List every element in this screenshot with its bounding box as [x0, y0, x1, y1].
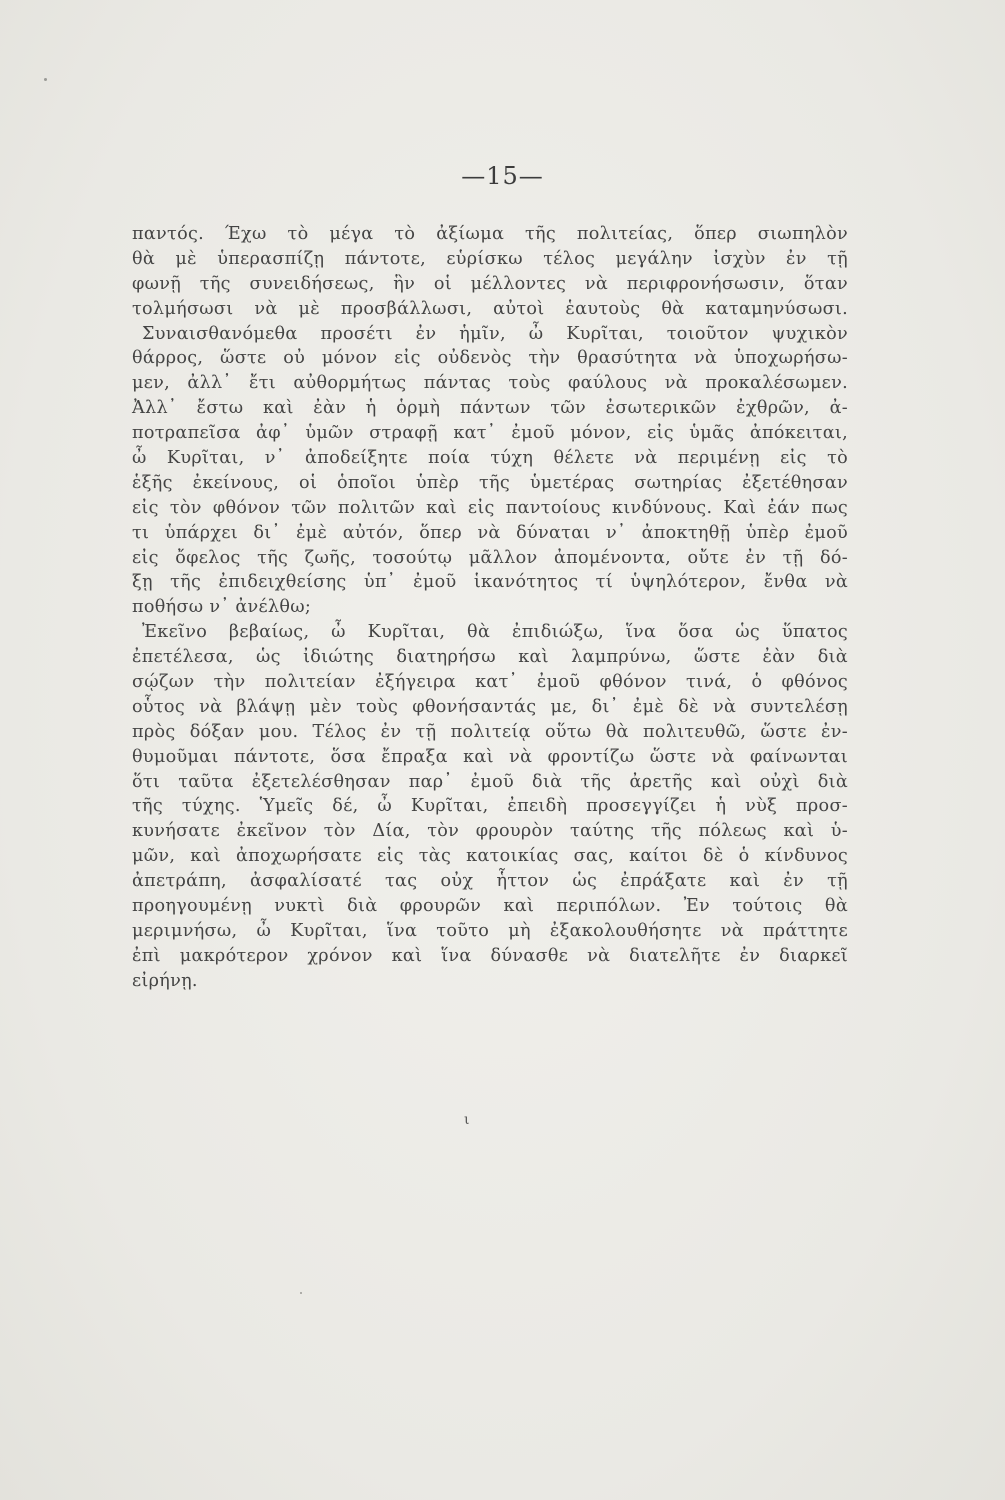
text-line: θυμοῦμαι πάντοτε, ὅσα ἔπραξα καὶ νὰ φροντίζω ὥστε νὰ φαίνωνται	[132, 746, 848, 767]
stray-mark: ι	[464, 1112, 470, 1128]
text-line: ὅτι ταῦτα ἐξετελέσθησαν παρ᾽ ἐμοῦ διὰ τῆς ἀρετῆς καὶ οὐχὶ διὰ	[132, 771, 848, 792]
text-line: ξῃ τῆς ἐπιδειχθείσης ὑπ᾽ ἐμοῦ ἱκανότητος τί ὑψηλότερον, ἔνθα νὰ	[132, 572, 848, 593]
text-line: μεν, ἀλλ᾽ ἔτι αὐθορμήτως πάντας τοὺς φαύλους νὰ προκαλέσωμεν.	[132, 373, 848, 394]
text-line: τῆς τύχης. Ὑμεῖς δέ, ὦ Κυρῖται, ἐπειδὴ προσεγγίζει ἡ νὺξ προσ-	[132, 796, 848, 817]
text-line: σῴζων τὴν πολιτείαν ἐξήγειρα κατ᾽ ἐμοῦ φθόνον τινά, ὁ φθόνος	[132, 672, 848, 693]
text-line: ὦ Κυρῖται, ν᾽ ἀποδείξητε ποία τύχη θέλετε νὰ περιμένῃ εἰς τὸ	[132, 448, 848, 469]
paper-speck	[44, 78, 47, 81]
text-line: ἑξῆς ἐκείνους, οἱ ὁποῖοι ὑπὲρ τῆς ὑμετέρας σωτηρίας ἐξετέθησαν	[132, 472, 848, 493]
paper-speck	[300, 1292, 302, 1294]
text-line: θὰ μὲ ὑπερασπίζῃ πάντοτε, εὑρίσκω τέλος μεγάλην ἰσχὺν ἐν τῇ	[132, 248, 848, 269]
text-line: παντός. Έχω τὸ μέγα τὸ ἀξίωμα τῆς πολιτείας, ὅπερ σιωπηλὸν	[132, 224, 848, 244]
text-line: προηγουμένῃ νυκτὶ διὰ φρουρῶν καὶ περιπόλων. Ἐν τούτοις θὰ	[132, 896, 848, 917]
text-line: εἰρήνῃ.	[132, 970, 198, 991]
page-number: —15—	[461, 162, 544, 190]
text-line: μῶν, καὶ ἀποχωρήσατε εἰς τὰς κατοικίας σας, καίτοι δὲ ὁ κίνδυνος	[132, 846, 848, 867]
text-line: Συναισθανόμεθα προσέτι ἐν ἡμῖν, ὦ Κυρῖται, τοιοῦτον ψυχικὸν	[142, 323, 848, 344]
text-line: οὗτος νὰ βλάψῃ μὲν τοὺς φθονήσαντάς με, δι᾽ ἐμὲ δὲ νὰ συντελέσῃ	[132, 696, 848, 717]
text-line: ἀπετράπη, ἀσφαλίσατέ τας οὐχ ἧττον ὡς ἐπράξατε καὶ ἐν τῇ	[132, 871, 848, 892]
text-line: ἐπὶ μακρότερον χρόνον καὶ ἵνα δύνασθε νὰ διατελῆτε ἐν διαρκεῖ	[132, 945, 848, 966]
text-line: ἐπετέλεσα, ὡς ἰδιώτης διατηρήσω καὶ λαμπρύνω, ὥστε ἐὰν διὰ	[132, 647, 848, 668]
text-line: φωνῇ τῆς συνειδήσεως, ἣν οἱ μέλλοντες νὰ περιφρονήσωσιν, ὅταν	[132, 273, 848, 294]
text-line: τι ὑπάρχει δι᾽ ἐμὲ αὐτόν, ὅπερ νὰ δύναται ν᾽ ἀποκτηθῇ ὑπὲρ ἐμοῦ	[132, 522, 848, 543]
text-line: μεριμνήσω, ὦ Κυρῖται, ἵνα τοῦτο μὴ ἐξακολουθήσητε νὰ πράττητε	[132, 920, 848, 941]
text-line: ποτραπεῖσα ἀφ᾽ ὑμῶν στραφῇ κατ᾽ ἐμοῦ μόνον, εἰς ὑμᾶς ἀπόκειται,	[132, 423, 848, 444]
text-line: εἰς τὸν φθόνον τῶν πολιτῶν καὶ εἰς παντοίους κινδύνους. Καὶ ἐάν πως	[132, 497, 848, 518]
text-line: κυνήσατε ἐκεῖνον τὸν Δία, τὸν φρουρὸν ταύτης τῆς πόλεως καὶ ὑ-	[132, 821, 848, 842]
text-line: Ἀλλ᾽ ἔστω καὶ ἐὰν ἡ ὁρμὴ πάντων τῶν ἐσωτερικῶν ἐχθρῶν, ἀ-	[132, 398, 848, 419]
body-text	[132, 222, 848, 994]
text-line: εἰς ὄφελος τῆς ζωῆς, τοσούτῳ μᾶλλον ἀπομένοντα, οὔτε ἐν τῇ δό-	[132, 547, 848, 568]
text-line: πρὸς δόξαν μου. Τέλος ἐν τῇ πολιτείᾳ οὕτω θὰ πολιτευθῶ, ὥστε ἐν-	[132, 721, 848, 742]
text-line: Ἐκεῖνο βεβαίως, ὦ Κυρῖται, θὰ ἐπιδιώξω, ἵνα ὅσα ὡς ὕπατος	[142, 622, 848, 643]
text-line: ποθήσω ν᾽ ἀνέλθω;	[132, 597, 312, 618]
text-line: τολμήσωσι νὰ μὲ προσβάλλωσι, αὐτοὶ ἑαυτοὺς θὰ καταμηνύσωσι.	[132, 298, 848, 319]
text-line: θάρρος, ὥστε οὐ μόνον εἰς οὐδενὸς τὴν θρασύτητα νὰ ὑποχωρήσω-	[132, 348, 848, 369]
